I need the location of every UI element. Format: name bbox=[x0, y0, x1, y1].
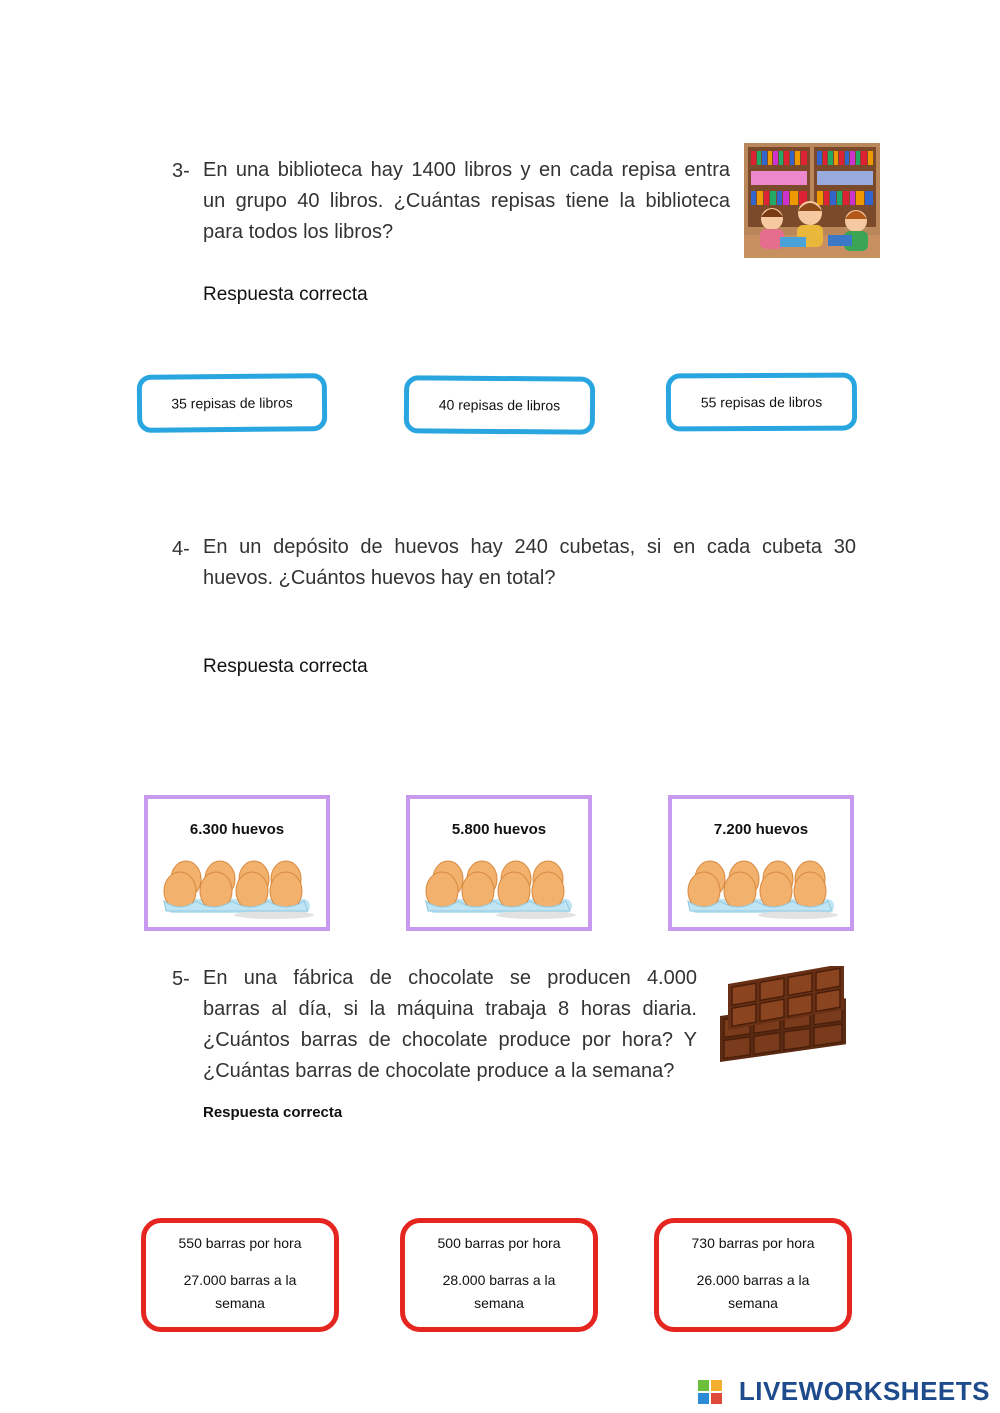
answer-label-4: Respuesta correcta bbox=[203, 656, 368, 677]
answer-option-3a[interactable]: 35 repisas de libros bbox=[137, 373, 327, 433]
question-4-line: En un depósito de huevos hay 240 cubetas, si en cada cubeta 30 bbox=[203, 536, 856, 558]
answer-option-5a[interactable] bbox=[141, 1218, 339, 1332]
question-5-line: En una fábrica de chocolate se producen 4.000 bbox=[203, 967, 697, 989]
answer-option-4b[interactable] bbox=[406, 795, 592, 931]
option-5c-per-week: 26.000 barras a la semana bbox=[696, 1272, 810, 1311]
egg-carton-icon bbox=[162, 855, 314, 921]
option-4b-label: 5.800 huevos bbox=[451, 821, 547, 838]
question-3-line: un grupo 40 libros. ¿Cuántas repisas tiene la biblioteca bbox=[203, 190, 730, 212]
answer-option-3c[interactable]: 55 repisas de libros bbox=[666, 373, 857, 432]
egg-carton-icon bbox=[424, 855, 576, 921]
question-3-number: 3- bbox=[172, 160, 190, 182]
egg-carton-icon bbox=[686, 855, 838, 921]
answer-option-4a[interactable] bbox=[144, 795, 330, 931]
answer-label-5: Respuesta correcta bbox=[203, 1104, 343, 1121]
question-5-number: 5- bbox=[172, 968, 190, 990]
chocolate-bar-icon bbox=[716, 966, 856, 1074]
option-5c-per-hour: 730 barras por hora bbox=[691, 1235, 815, 1251]
option-4a-label: 6.300 huevos bbox=[189, 821, 285, 838]
liveworksheets-brand[interactable]: LIVEWORKSHEETS bbox=[738, 1376, 990, 1406]
question-5-text bbox=[203, 963, 697, 1087]
option-5a-per-hour: 550 barras por hora bbox=[178, 1235, 302, 1251]
question-3-text bbox=[203, 155, 730, 248]
answer-label-3: Respuesta correcta bbox=[203, 284, 368, 305]
liveworksheets-logo-icon bbox=[698, 1380, 722, 1409]
question-5-line: ¿Cuántos barras de chocolate produce por hora? Y bbox=[203, 1029, 697, 1051]
option-4c-label: 7.200 huevos bbox=[713, 821, 809, 838]
question-3-line: En una biblioteca hay 1400 libros y en cada repisa entra bbox=[203, 159, 730, 181]
option-5b-per-hour: 500 barras por hora bbox=[437, 1235, 561, 1251]
library-illustration bbox=[744, 143, 880, 258]
question-4-line: huevos. ¿Cuántos huevos hay en total? bbox=[203, 567, 556, 589]
answer-option-4c[interactable] bbox=[668, 795, 854, 931]
question-5-line: ¿Cuántas barras de chocolate produce a la semana? bbox=[203, 1060, 675, 1082]
answer-option-3b[interactable]: 40 repisas de libros bbox=[404, 375, 595, 434]
question-3-line: para todos los libros? bbox=[203, 221, 394, 243]
option-5a-per-week: 27.000 barras a la semana bbox=[183, 1272, 297, 1311]
question-5-line: barras al día, si la máquina trabaja 8 horas diaria. bbox=[203, 998, 697, 1020]
answer-option-5b[interactable] bbox=[400, 1218, 598, 1332]
answer-option-5c[interactable] bbox=[654, 1218, 852, 1332]
option-5b-per-week: 28.000 barras a la semana bbox=[442, 1272, 556, 1311]
question-4-number: 4- bbox=[172, 538, 190, 560]
question-4-text bbox=[203, 532, 856, 594]
